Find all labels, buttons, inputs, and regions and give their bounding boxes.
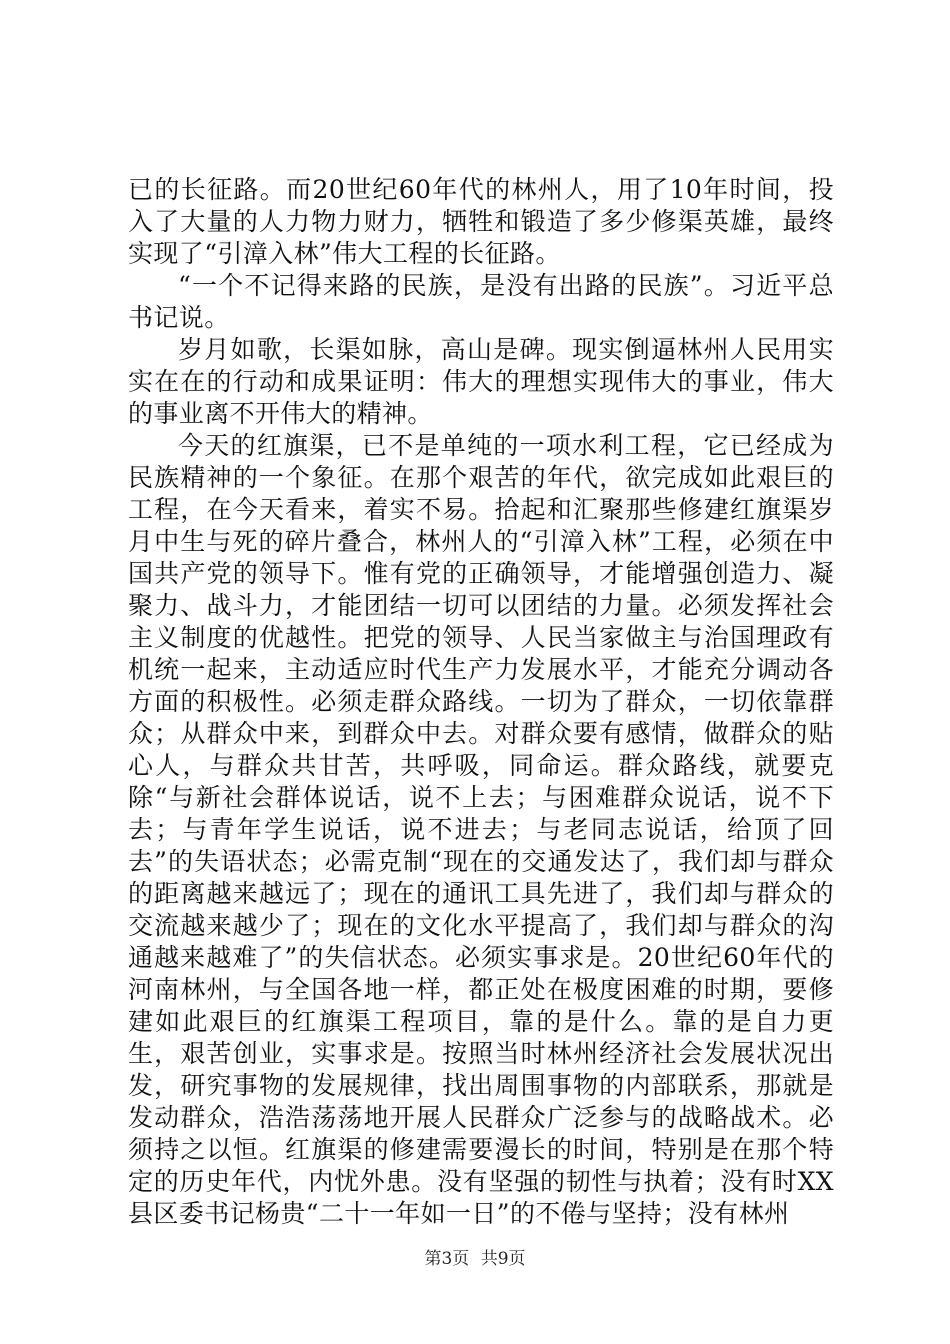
paragraph-1: 已的长征路。而20世纪60年代的林州人，用了10年时间，投入了大量的人力物力财力，牺牲和锻造了多少修渠英雄，最终实现了“引漳入林”伟大工程的长征路。 — [128, 175, 834, 268]
paragraph-3: 岁月如歌，长渠如脉，高山是碑。现实倒逼林州人民用实实在在的行动和成果证明：伟大的理想实现伟大的事业，伟大的事业离不开伟大的精神。 — [128, 335, 834, 428]
page-number: 第3页 — [424, 1249, 470, 1269]
paragraph-2: “一个不记得来路的民族，是没有出路的民族”。习近平总书记说。 — [128, 271, 834, 332]
page-footer — [0, 1244, 950, 1269]
page-total: 共9页 — [480, 1249, 526, 1269]
paragraph-4: 今天的红旗渠，已不是单纯的一项水利工程，它已经成为民族精神的一个象征。在那个艰苦的年代，欲完成如此艰巨的工程，在今天看来，着实不易。拾起和汇聚那些修建红旗渠岁月中生与死的碎片叠合，林州人的“引漳入林”工程，必须在中国共产党的领导下。惟有党的正确领导，才能增强创造力、凝聚力、战斗力，才能团结一切可以团结的力量。必须发挥社会主义制度的优越性。把党的领导、人民当家做主与治国理政有机统一起来，主动适应时代生产力发展水平，才能充分调动各方面的积极性。必须走群众路线。一切为了群众，一切依靠群众；从群众中来，到群众中去。对群众要有感情，做群众的贴心人，与群众共甘苦，共呼吸，同命运。群众路线，就要克除“与新社会群体说话，说不上去；与困难群众说话，说不下去；与青年学生说话，说不进去；与老同志说话，给顶了回去”的失语状态；必需克制“现在的交通发达了，我们却与群众的距离越来越远了；现在的通讯工具先进了，我们却与群众的交流越来越少了；现在的文化水平提高了，我们却与群众的沟通越来越难了”的失信状态。必须实事求是。20世纪60年代的河南林州，与全国各地一样，都正处在极度困难的时期，要修建如此艰巨的红旗渠工程项目，靠的是什么。靠的是自力更生，艰苦创业，实事求是。按照当时林州经济社会发展状况出发，研究事物的发展规律，找出周围事物的内部联系，那就是发动群众，浩浩荡荡地开展人民群众广泛参与的战略战术。必须持之以恒。红旗渠的修建需要漫长的时间，特别是在那个特定的历史年代，内忧外患。没有坚强的韧性与执着；没有时XX县区委书记杨贵“二十一年如一日”的不倦与坚持；没有林州 — [128, 431, 834, 1228]
document-body — [128, 174, 834, 1230]
